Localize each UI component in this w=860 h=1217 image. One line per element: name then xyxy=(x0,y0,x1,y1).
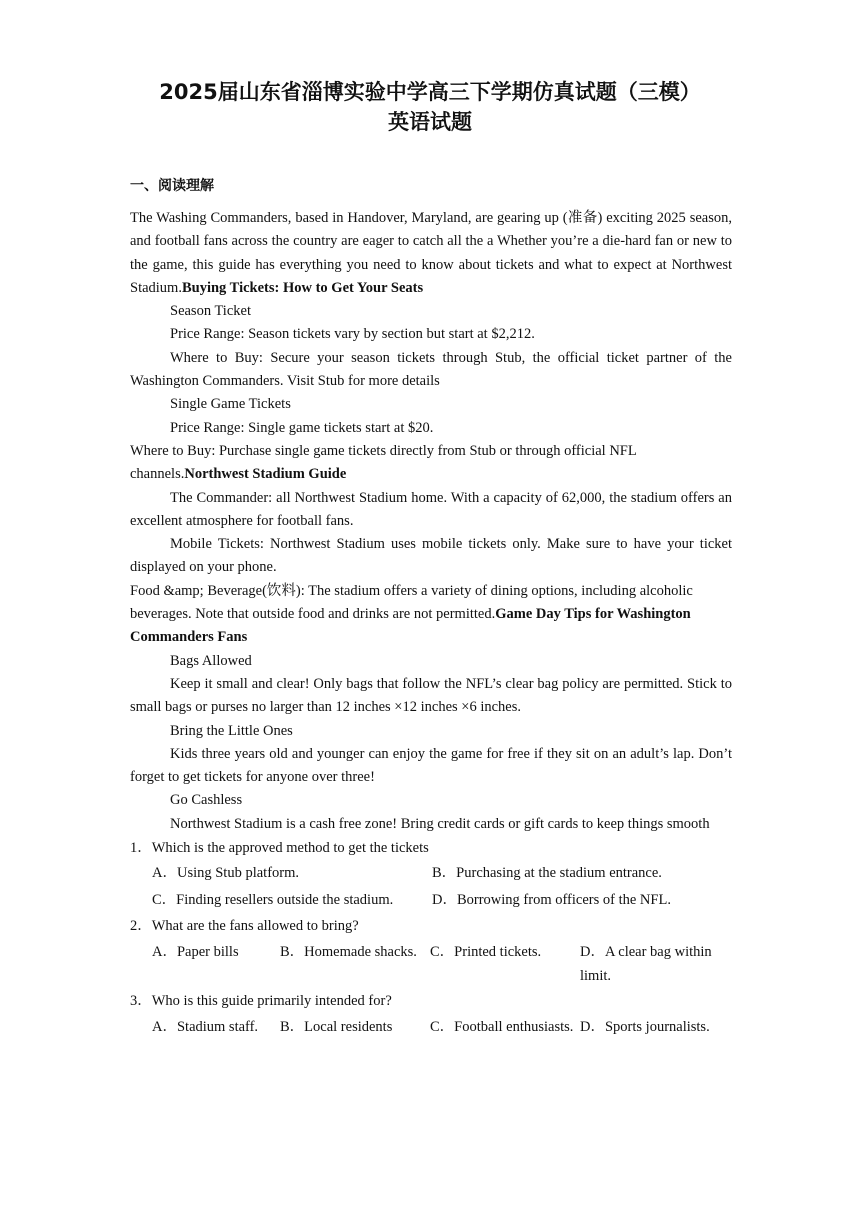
question-stem: 3．Who is this guide primarily intended for? xyxy=(130,992,392,1009)
option-a[interactable]: A．Stadium staff. xyxy=(152,1019,259,1036)
bags-title: Bags Allowed xyxy=(170,652,252,669)
exam-subtitle: 英语试题 xyxy=(388,110,472,134)
mobile-paragraph: Mobile Tickets: Northwest Stadium uses mobile tickets only. Make sure to have your ticket displayed on your phone. xyxy=(130,536,732,576)
section-heading: 一、阅读理解 xyxy=(130,178,214,194)
question-2 xyxy=(130,915,732,988)
option-a[interactable]: A．Using Stub platform. xyxy=(152,865,300,882)
heading-buying: Buying Tickets: How to Get Your Seats xyxy=(181,279,424,296)
heading-stadium: Northwest Stadium Guide xyxy=(184,466,347,483)
cash-text: Northwest Stadium is a cash free zone! Bring credit cards or gift cards to keep things smooth xyxy=(170,815,710,832)
option-d[interactable]: D．Borrowing from officers of the NFL. xyxy=(432,891,671,908)
options-row xyxy=(130,941,732,988)
question-stem: 1．Which is the approved method to get the tickets xyxy=(130,840,429,857)
question-1 xyxy=(130,837,732,912)
food-paragraph xyxy=(130,580,730,650)
question-stem: 2．What are the fans allowed to bring? xyxy=(130,917,359,934)
option-a[interactable]: A．Paper bills xyxy=(152,944,239,961)
season-ticket-label: Season Ticket xyxy=(170,303,251,320)
question-3 xyxy=(130,990,732,1040)
option-c[interactable]: C．Printed tickets. xyxy=(430,944,542,961)
food-text: Food &amp; Beverage(饮料): The stadium offers a variety of dining options, including alcoholic beverages. Note that outside food and drinks are not permitted. xyxy=(130,582,693,623)
season-where: Where to Buy: Secure your season tickets through Stub, the official ticket partner of the Washington Commanders. Visit Stub for more details xyxy=(130,349,732,390)
single-price: Price Range: Single game tickets start at $20. xyxy=(170,419,434,436)
kids-text: Kids three years old and younger can enjoy the game for free if they sit on an adult’s lap. Don’t forget to get tickets for anyone over three! xyxy=(130,745,732,786)
single-where-paragraph xyxy=(130,440,670,487)
option-c[interactable]: C．Finding resellers outside the stadium. xyxy=(152,891,394,908)
option-b[interactable]: B．Local residents xyxy=(280,1019,393,1036)
options-row xyxy=(130,889,732,912)
options-row xyxy=(130,862,732,885)
options-row xyxy=(130,1016,732,1039)
heading-tips: Game Day Tips for Washington Commanders Fans xyxy=(130,606,691,646)
intro-text: The Washing Commanders, based in Handover, Maryland, are gearing up (准备) exciting 2025 season, and football fans across the country are eager to catch all the a Whether you’re a die-hard fan or new to the game, this guide has everything you need to know about tickets and what to expect at Northwest Stadium. xyxy=(130,210,732,296)
cash-title: Go Cashless xyxy=(170,792,243,809)
season-price: Price Range: Season tickets vary by section but start at $2,212. xyxy=(170,326,535,343)
kids-title: Bring the Little Ones xyxy=(170,722,293,739)
exam-title: 2025届山东省淄博实验中学高三下学期仿真试题（三模） xyxy=(159,80,701,104)
option-b[interactable]: B．Purchasing at the stadium entrance. xyxy=(432,865,662,882)
intro-paragraph xyxy=(130,207,732,300)
option-d[interactable]: D．Sports journalists. xyxy=(580,1019,710,1036)
commander-paragraph: The Commander: all Northwest Stadium home. With a capacity of 62,000, the stadium offers an excellent atmosphere for football fans. xyxy=(130,489,732,529)
option-d[interactable]: D．A clear bag within limit. xyxy=(580,944,712,984)
single-where: Where to Buy: Purchase single game tickets directly from Stub or through official NFL channels. xyxy=(130,442,637,483)
option-b[interactable]: B．Homemade shacks. xyxy=(280,944,417,961)
passage xyxy=(130,207,732,1039)
bags-text: Keep it small and clear! Only bags that follow the NFL’s clear bag policy are permitted. Stick to small bags or purses no larger than 12 inches ×12 inches ×6 inches. xyxy=(130,675,732,716)
option-c[interactable]: C．Football enthusiasts. xyxy=(430,1019,574,1036)
single-ticket-label: Single Game Tickets xyxy=(170,396,291,413)
